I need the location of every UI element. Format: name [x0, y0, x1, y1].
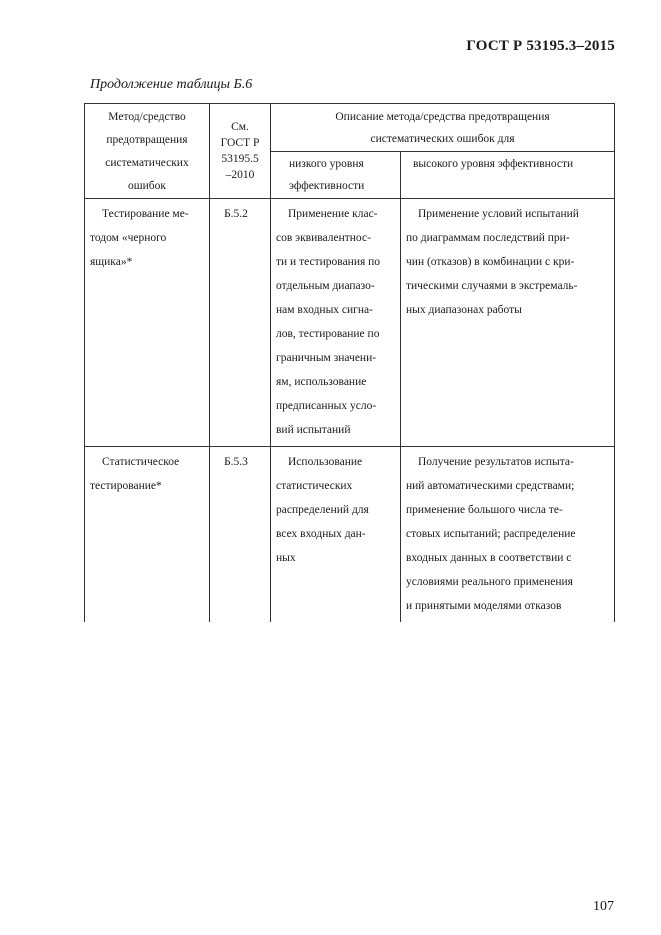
header-method: Метод/средство предотвращения систематических ошибок	[85, 104, 210, 199]
cell-high-efficiency: Получение результатов испыта- ний автоматическими средствами; применение большого числа те- стовых испытаний; распределение входных данных в соответствии с условиями реального применения и принятыми моделями отказов	[401, 447, 615, 623]
table-row	[85, 199, 615, 447]
header-reference: См. ГОСТ Р 53195.5 –2010	[210, 104, 271, 199]
page-number: 107	[593, 899, 614, 914]
header-low-efficiency: низкого уровня эффективности	[271, 152, 401, 199]
table-header-row	[85, 104, 615, 152]
table-row	[85, 447, 615, 623]
header-description: Описание метода/средства предотвращения систематических ошибок для	[271, 104, 615, 152]
cell-method: Тестирование ме- тодом «черного ящика»*	[85, 199, 210, 447]
cell-method: Статистическое тестирование*	[85, 447, 210, 623]
cell-low-efficiency: Применение клас- сов эквивалентнос- ти и тестирования по отдельным диапазо- нам входных сигна- лов, тестирование по граничным значени- ям, использование предписанных усло- вий испытаний	[271, 199, 401, 447]
cell-reference: Б.5.3	[210, 447, 271, 623]
document-header: ГОСТ Р 53195.3–2015	[466, 38, 615, 54]
cell-reference: Б.5.2	[210, 199, 271, 447]
cell-low-efficiency: Использование статистических распределений для всех входных дан- ных	[271, 447, 401, 623]
header-high-efficiency: высокого уровня эффективности	[401, 152, 615, 199]
methods-table	[84, 103, 615, 622]
cell-high-efficiency: Применение условий испытаний по диаграммам последствий при- чин (отказов) в комбинации с кри- тическими случаями в экстремаль- ных диапазонах работы	[401, 199, 615, 447]
table-caption: Продолжение таблицы Б.6	[90, 77, 253, 92]
